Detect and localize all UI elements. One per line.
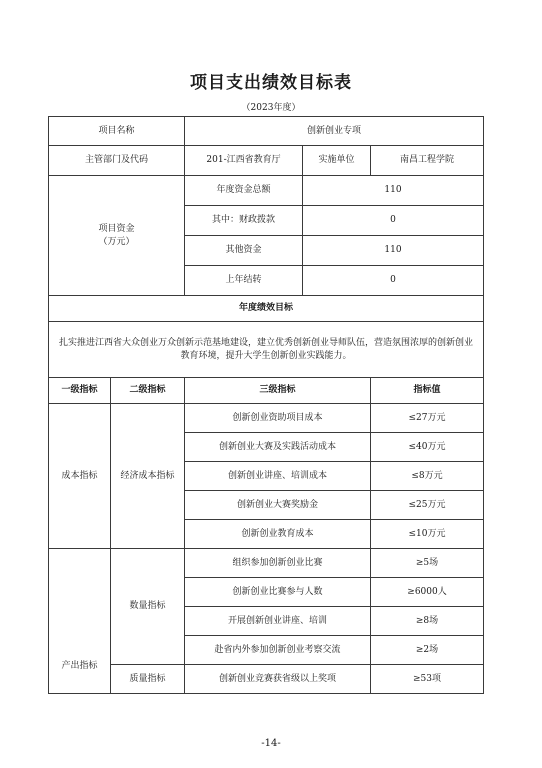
project-name-label: 项目名称 [49,117,185,146]
page-number: -14- [261,738,281,749]
indicator-value: ≤8万元 [371,462,484,491]
indicator-value: ≥5场 [371,549,484,578]
indicator-header-row [49,378,484,404]
indicator-header-level2: 二级指标 [111,378,185,404]
goal-header: 年度绩效目标 [49,296,484,322]
indicator-value: ≤40万元 [371,433,484,462]
funds-unit: （万元） [98,236,135,247]
indicator-header-level1: 一级指标 [49,378,111,404]
project-name-row [49,117,484,146]
indicator-name: 创新创业资助项目成本 [185,404,371,433]
funds-row-label: 其他资金 [185,236,303,266]
funds-label: 项目资金 [98,223,135,234]
indicator-value: ≤25万元 [371,491,484,520]
indicator-name: 创新创业大赛奖励金 [185,491,371,520]
funds-row-value: 0 [303,206,484,236]
indicator-value: ≥8场 [371,607,484,636]
dept-row [49,146,484,176]
funds-row-label: 其中：财政拨款 [185,206,303,236]
year-label: （2023年度） [241,103,301,113]
table-row [49,404,484,433]
goal-text-row [49,322,484,378]
goal-text: 扎实推进江西省大众创业万众创新示范基地建设，建立优秀创新创业导师队伍，营造氛围浓厚的创新创业教育环境，提升大学生创新创业实践能力。 [49,322,484,378]
indicator-name: 开展创新创业讲座、培训 [185,607,371,636]
funds-row [49,176,484,206]
indicator-name: 创新创业比赛参与人数 [185,578,371,607]
indicator-name: 创新创业教育成本 [185,520,371,549]
funds-row-label: 上年结转 [185,266,303,296]
indicator-value: ≥53项 [371,665,484,694]
indicator-value: ≤27万元 [371,404,484,433]
indicator-name: 组织参加创新创业比赛 [185,549,371,578]
funds-label-cell [49,176,185,296]
indicator-name: 创新创业讲座、培训成本 [185,462,371,491]
dept-label: 主管部门及代码 [49,146,185,176]
output-level1: 产出指标 [49,549,111,694]
indicator-value: ≥2场 [371,636,484,665]
unit-label: 实施单位 [303,146,371,176]
cost-level1: 成本指标 [49,404,111,549]
performance-table [48,116,484,694]
project-name-value: 创新创业专项 [185,117,484,146]
table-row [49,665,484,694]
funds-row-value: 0 [303,266,484,296]
goal-header-row [49,296,484,322]
funds-row-value: 110 [303,236,484,266]
dept-value: 201-江西省教育厅 [185,146,303,176]
indicator-name: 创新创业大赛及实践活动成本 [185,433,371,462]
quantity-level2: 数量指标 [111,549,185,665]
funds-row-value: 110 [303,176,484,206]
quality-level2: 质量指标 [111,665,185,694]
table-row [49,549,484,578]
funds-row-label: 年度资金总额 [185,176,303,206]
unit-value: 南昌工程学院 [371,146,484,176]
indicator-name: 创新创业竞赛获省级以上奖项 [185,665,371,694]
indicator-value: ≥6000人 [371,578,484,607]
indicator-value: ≤10万元 [371,520,484,549]
page-title: 项目支出绩效目标表 [190,73,352,93]
indicator-name: 赴省内外参加创新创业考察交流 [185,636,371,665]
cost-level2: 经济成本指标 [111,404,185,549]
indicator-header-value: 指标值 [371,378,484,404]
indicator-header-level3: 三级指标 [185,378,371,404]
